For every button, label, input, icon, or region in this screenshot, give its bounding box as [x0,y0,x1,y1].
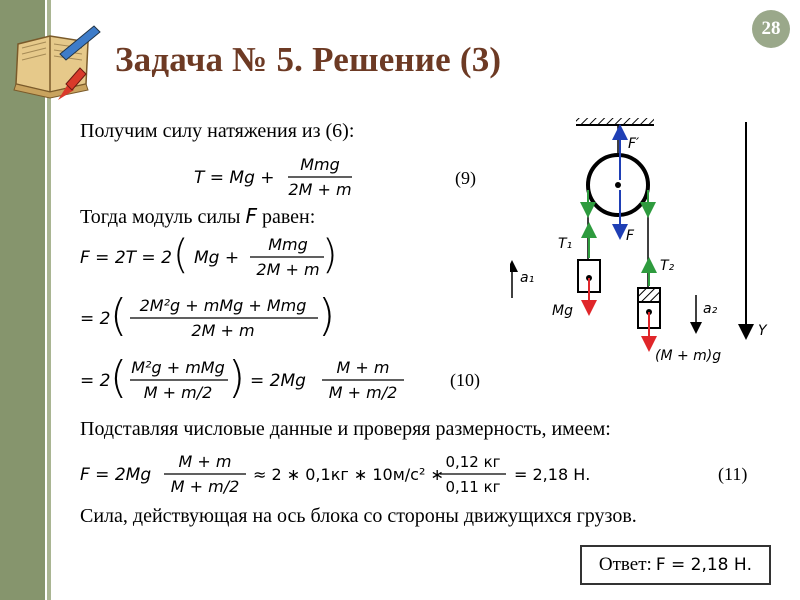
svg-text:F = 2T = 2: F = 2T = 2 [80,248,172,268]
svg-text:F = 2Mg: F = 2Mg [80,465,152,485]
pulley-diagram [510,110,780,370]
eq-number-9: (9) [455,168,476,188]
svg-text:2M + m: 2M + m [256,260,320,279]
label-a1: a₁ [520,270,535,286]
ceiling-hatch [576,118,654,125]
formula-9-den: 2M + m [288,180,352,199]
svg-text:): ) [228,352,246,403]
book-pencil-icon [10,14,102,110]
svg-text:= 2: = 2 [80,371,111,391]
formula-9-lhs: T = Mg + [194,168,275,188]
svg-text:M²g + mMg: M²g + mMg [131,358,225,377]
eq-number-10: (10) [450,370,480,390]
label-a2: a₂ [703,301,718,317]
svg-text:M + m: M + m [336,358,390,377]
body-line-1: Получим силу натяжения из (6): [80,120,355,142]
label-f-prime: F′ [628,136,640,152]
svg-text:≈ 2 ∗ 0,1кг ∗ 10м/с² ∗: ≈ 2 ∗ 0,1кг ∗ 10м/с² ∗ [253,465,444,484]
body-line-2: Тогда модуль силы F равен: [80,204,316,228]
svg-text:2M + m: 2M + m [191,321,255,340]
svg-text:0,11 кг: 0,11 кг [445,478,501,496]
formula-10b [78,290,348,346]
svg-text:M + m/2: M + m/2 [143,383,213,402]
svg-text:0,12 кг: 0,12 кг [445,453,501,471]
svg-text:= 2,18 Н.: = 2,18 Н. [514,465,591,484]
svg-text:(: ( [173,232,189,278]
formula-9 [190,150,390,204]
svg-text:): ) [318,290,336,341]
label-mmg: (M + m)g [655,348,722,364]
body-line-3: Подставляя числовые данные и проверяя размерность, имеем: [80,418,611,440]
svg-text:): ) [322,232,338,278]
svg-text:2M²g + mMg + Mmg: 2M²g + mMg + Mmg [139,296,307,315]
svg-text:M + m: M + m [178,452,232,471]
label-f: F [626,228,635,244]
svg-text:M + m/2: M + m/2 [170,477,240,496]
label-mg: Mg [552,303,573,319]
svg-text:(: ( [110,290,128,341]
svg-text:= 2: = 2 [80,309,111,329]
slide-title: Задача № 5. Решение (3) [115,40,502,79]
formula-11 [78,446,618,502]
svg-text:= 2Mg: = 2Mg [250,371,306,391]
formula-9-num: Mmg [300,155,340,174]
formula-10a [78,230,338,284]
svg-text:Mg +: Mg + [194,248,240,268]
answer-label: Ответ: [598,554,652,575]
label-t1: T₁ [558,236,573,252]
svg-text:Mmg: Mmg [268,235,308,254]
slide-number-badge: 28 [752,10,790,48]
answer-box [580,545,771,585]
formula-10c [78,352,418,408]
svg-text:(: ( [110,352,128,403]
body-line-4: Сила, действующая на ось блока со стороны движущихся грузов. [80,505,637,527]
label-y: Y [758,323,767,339]
answer-value: F = 2,18 Н. [655,555,753,575]
label-t2: T₂ [660,258,675,274]
eq-number-11: (11) [718,464,748,484]
svg-text:M + m/2: M + m/2 [328,383,398,402]
